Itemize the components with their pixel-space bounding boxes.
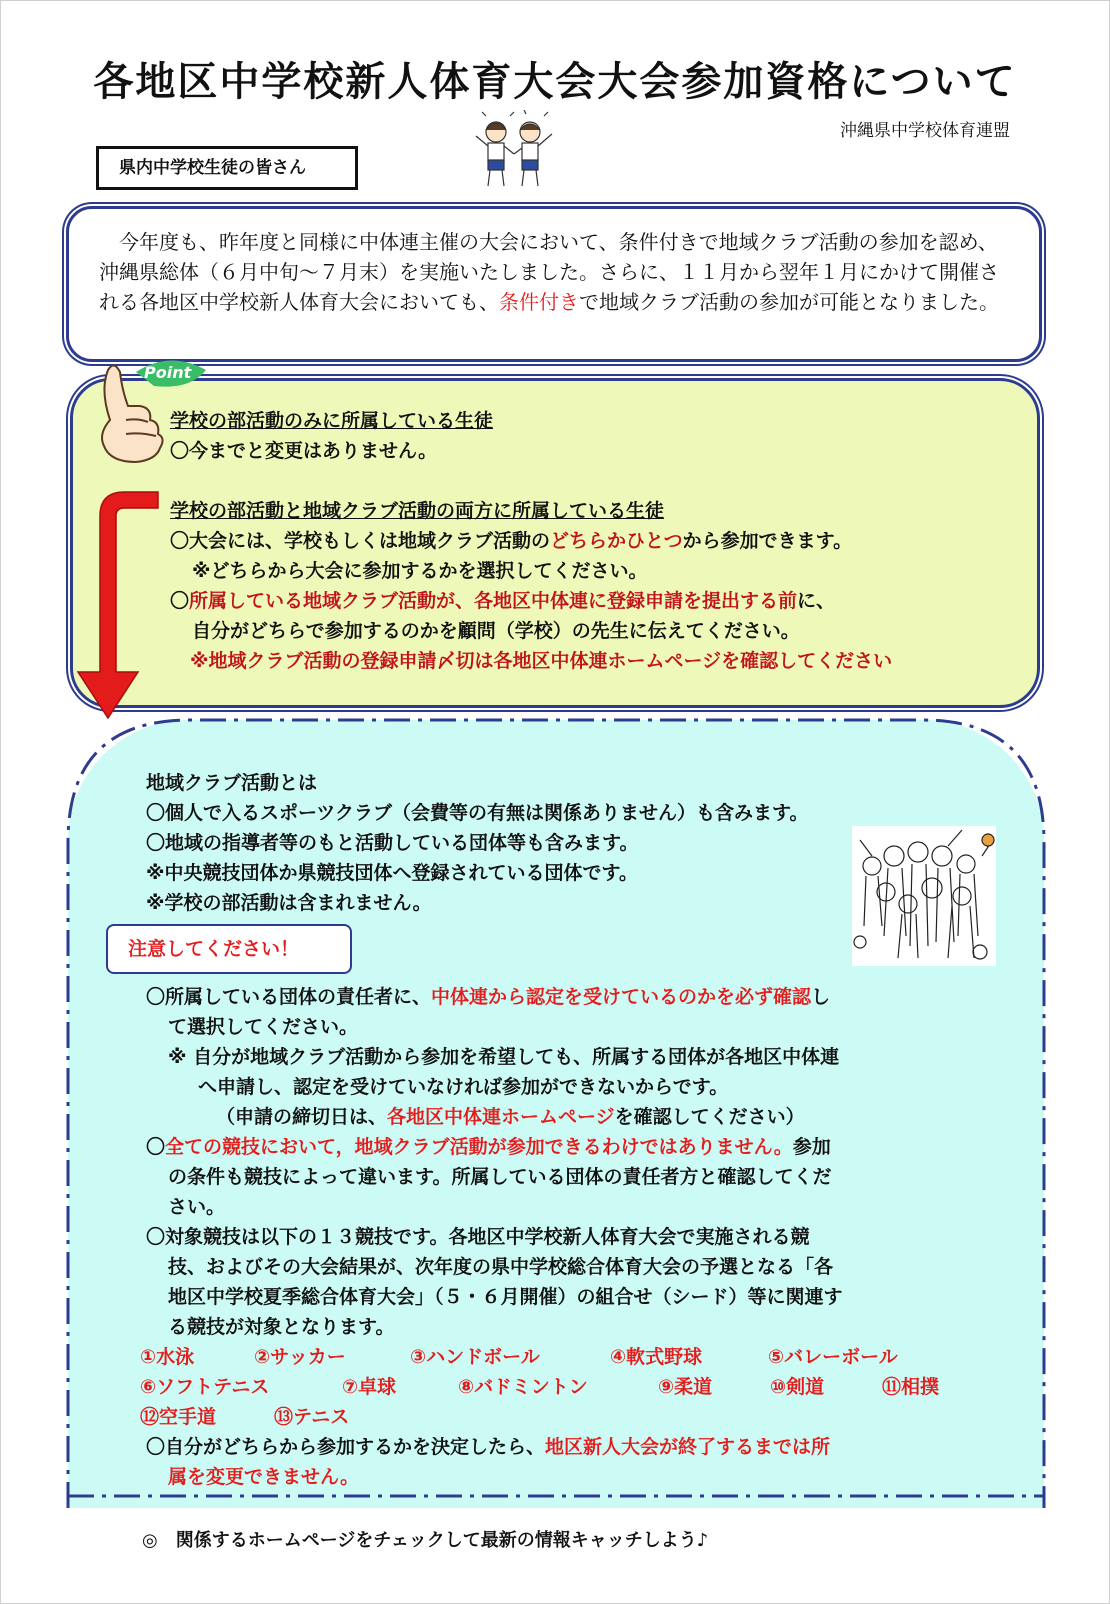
caution-notes xyxy=(140,982,996,1492)
sport-item: ⑬テニス xyxy=(274,1406,350,1428)
point-heading-both: 学校の部活動と地域クラブ活動の両方に所属している生徒 xyxy=(170,500,665,522)
sports-list-row xyxy=(140,1372,996,1402)
audience-box: 県内中学校生徒の皆さん xyxy=(96,146,358,190)
note-line: 〇所属している団体の責任者に、中体連から認定を受けているのかを必ず確認し xyxy=(146,986,831,1008)
page-title: 各地区中学校新人体育大会大会参加資格について xyxy=(93,59,1017,105)
note-line: 属を変更できません。 xyxy=(168,1466,360,1488)
sports-list-row xyxy=(140,1342,996,1372)
sport-item: ⑤バレーボール xyxy=(768,1346,898,1368)
point-badge: Point xyxy=(144,363,192,382)
note-line: 〇自分がどちらから参加するかを決定したら、地区新人大会が終了するまでは所 xyxy=(146,1436,831,1458)
caution-label: 注意してください！ xyxy=(106,924,352,974)
sport-item: ④軟式野球 xyxy=(610,1346,703,1368)
note-line: へ申請し、認定を受けていなければ参加ができないからです。 xyxy=(198,1076,729,1098)
note-line: 地区中学校夏季総合体育大会」（５・６月開催）の組合せ（シード）等に関連す xyxy=(168,1286,843,1308)
note-line: 技、およびその大会結果が、次年度の県中学校総合体育大会の予選となる「各 xyxy=(168,1256,834,1278)
point-line: 〇大会には、学校もしくは地域クラブ活動のどちらかひとつから参加できます。 xyxy=(170,530,853,552)
point-line: 自分がどちらで参加するのかを顧問（学校）の先生に伝えてください。 xyxy=(192,620,800,642)
point-line: ※地域クラブ活動の登録申請〆切は各地区中体連ホームページを確認してください xyxy=(190,650,893,672)
note-line: の条件も競技によって違います。所属している団体の責任者方と確認してくだ xyxy=(168,1166,832,1188)
sport-item: ②サッカー xyxy=(254,1346,346,1368)
down-arrow-icon xyxy=(74,486,160,722)
point-line: 〇所属している地域クラブ活動が、各地区中体連に登録申請を提出する前に、 xyxy=(170,590,836,612)
note-line: 〇全ての競技において，地域クラブ活動が参加できるわけではありません。参加 xyxy=(146,1136,831,1158)
note-line: ※ 自分が地域クラブ活動から参加を希望しても、所属する団体が各地区中体連 xyxy=(168,1046,840,1068)
note-line: 〇対象競技は以下の１３競技です。各地区中学校新人体育大会で実施される競 xyxy=(146,1226,810,1248)
organization-name: 沖縄県中学校体育連盟 xyxy=(840,121,1010,141)
sport-item: ⑥ソフトテニス xyxy=(140,1376,270,1398)
club-item: 〇個人で入るスポーツクラブ（会費等の有無は関係ありません）も含みます。 xyxy=(146,802,809,824)
note-line: さい。 xyxy=(168,1196,226,1218)
club-definition xyxy=(146,768,809,918)
sport-item: ⑪相撲 xyxy=(882,1376,940,1398)
sport-item: ⑦卓球 xyxy=(342,1376,397,1398)
sports-list-row xyxy=(140,1402,996,1432)
sport-item: ③ハンドボール xyxy=(410,1346,540,1368)
intro-highlight: 条件付き xyxy=(499,290,579,314)
note-line: て選択してください。 xyxy=(168,1016,359,1038)
club-heading: 地域クラブ活動とは xyxy=(146,772,318,794)
point-content xyxy=(170,406,892,676)
sport-item: ⑩剣道 xyxy=(770,1376,825,1398)
point-line: 〇今までと変更はありません。 xyxy=(170,440,438,462)
club-item: 〇地域の指導者等のもと活動している団体等も含みます。 xyxy=(146,832,639,854)
intro-text: 今年度も、昨年度と同様に中体連主催の大会において、条件付きで地域クラブ活動の参加を認め、沖縄県総体（６月中旬～７月末）を実施いたしました。さらに、１１月から翌年１月にかけて開催される各地区中学校新人体育大会においても、 xyxy=(99,230,999,314)
sport-item: ⑧バドミントン xyxy=(458,1376,588,1398)
intro-box xyxy=(66,206,1042,362)
club-item: ※中央競技団体か県競技団体へ登録されている団体です。 xyxy=(146,862,638,884)
point-line: ※どちらから大会に参加するかを選択してください。 xyxy=(192,560,648,582)
sport-item: ⑨柔道 xyxy=(658,1376,713,1398)
sports-group-illustration xyxy=(852,826,996,966)
note-line: （申請の締切日は、各地区中体連ホームページを確認してください） xyxy=(216,1106,805,1128)
note-line: る競技が対象となります。 xyxy=(168,1316,395,1338)
sport-item: ①水泳 xyxy=(140,1346,195,1368)
footer-note: ◎ 関係するホームページをチェックして最新の情報キャッチしよう♪ xyxy=(142,1530,709,1551)
point-heading-club-only: 学校の部活動のみに所属している生徒 xyxy=(170,410,494,432)
club-item: ※学校の部活動は含まれません。 xyxy=(146,892,432,914)
intro-text-end: で地域クラブ活動の参加が可能となりました。 xyxy=(579,290,999,314)
children-illustration xyxy=(466,110,562,194)
sport-item: ⑫空手道 xyxy=(140,1406,217,1428)
